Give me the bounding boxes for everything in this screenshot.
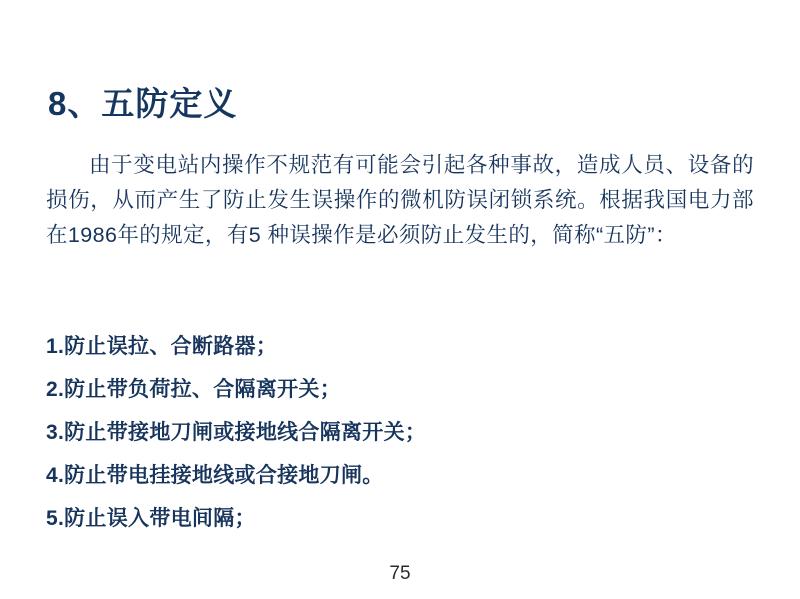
list-item: 4.防止带电挂接地线或合接地刀闸。: [46, 464, 384, 487]
list-item: 2.防止带负荷拉、合隔离开关；: [46, 378, 342, 401]
five-prevention-list: [46, 325, 766, 540]
list-item: 1.防止误拉、合断路器；: [46, 335, 278, 358]
body-paragraph: 由于变电站内操作不规范有可能会引起各种事故，造成人员、设备的损伤，从而产生了防止发生误操作的微机防误闭锁系统。根据我国电力部在1986年的规定，有5 种误操作是必须防止发生的，简称“五防”：: [46, 153, 754, 247]
list-item: 5.防止误入带电间隔；: [46, 507, 256, 530]
page-title: 8、五防定义: [48, 85, 238, 122]
list-item: 3.防止带接地刀闸或接地线合隔离开关；: [46, 421, 427, 444]
page-number: 75: [389, 563, 411, 584]
